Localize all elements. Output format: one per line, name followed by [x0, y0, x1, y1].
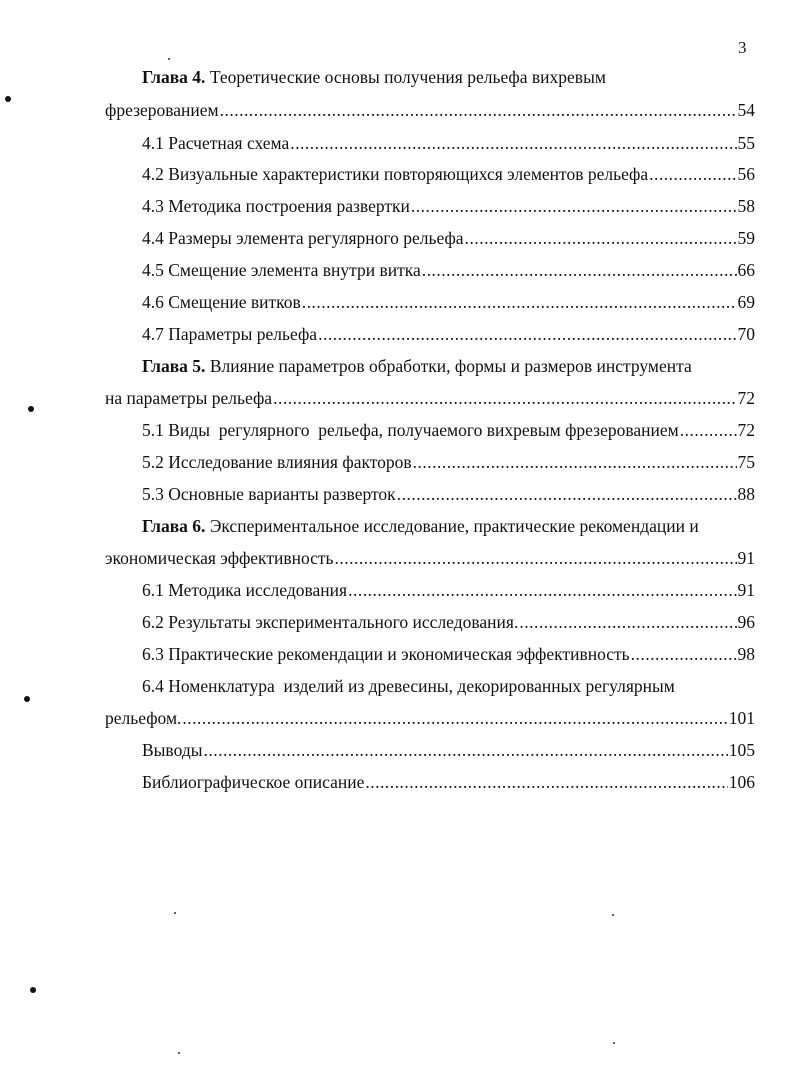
page-ref: 91: [737, 580, 755, 600]
leader-dots: [182, 705, 727, 731]
entry-title: 4.7 Параметры рельефа: [142, 324, 318, 344]
chapter-6-entry[interactable]: [105, 545, 755, 571]
toc-entry-5-2[interactable]: [142, 449, 755, 475]
leader-dots: [203, 737, 727, 763]
page-ref: 54: [737, 100, 755, 120]
chapter-4-label: Глава 4.: [142, 67, 206, 87]
entry-title: 6.3 Практические рекомендации и экономическая эффективность: [142, 644, 630, 664]
page-ref: 96: [737, 612, 755, 632]
page-ref: 75: [737, 452, 755, 472]
toc-entry-6-2[interactable]: [142, 609, 755, 635]
entry-title: 6.1 Методика исследования: [142, 580, 348, 600]
page-ref: 69: [737, 292, 755, 312]
leader-dots: [397, 481, 737, 507]
entry-title: 4.2 Визуальные характеристики повторяющихся элементов рельефа: [142, 164, 649, 184]
toc-entry-6-4-line1: 6.4 Номенклатура изделий из древесины, декорированных регулярным: [142, 676, 675, 696]
binder-hole-mark: [24, 696, 30, 702]
chapter-6-title: Экспериментальное исследование, практические рекомендации и: [205, 516, 699, 536]
toc-entry-4-2[interactable]: [142, 161, 755, 187]
toc-entry-5-1[interactable]: [142, 417, 755, 443]
entry-title-cont: рельефом.: [105, 708, 182, 728]
entry-title: 5.1 Виды регулярного рельефа, получаемого вихревым фрезерованием: [142, 420, 679, 440]
page-ref: 72: [737, 388, 755, 408]
scan-speck: [174, 912, 176, 914]
chapter-5-entry[interactable]: [105, 385, 755, 411]
page-ref: 70: [737, 324, 755, 344]
leader-dots: [422, 257, 737, 283]
toc-entry-conclusions[interactable]: [142, 737, 755, 763]
toc-entry-6-1[interactable]: [142, 577, 755, 603]
leader-dots: [318, 321, 736, 347]
page-ref: 98: [737, 644, 755, 664]
leader-dots: [220, 97, 737, 123]
scan-speck: [612, 914, 614, 916]
entry-title: 4.1 Расчетная схема: [142, 133, 290, 153]
leader-dots: [649, 161, 736, 187]
page-ref: 72: [737, 420, 755, 440]
binder-hole-mark: [5, 96, 11, 102]
leader-dots: [348, 577, 736, 603]
page-ref: 105: [728, 740, 755, 760]
entry-title: 6.2 Результаты экспериментального исследования.: [142, 612, 519, 632]
scan-speck: [613, 1042, 615, 1044]
entry-title: Библиографическое описание: [142, 772, 365, 792]
page-ref: 59: [737, 228, 755, 248]
chapter-5-heading: [142, 353, 692, 379]
page-ref: 91: [737, 548, 755, 568]
chapter-5-label: Глава 5.: [142, 356, 206, 376]
toc-entry-4-3[interactable]: [142, 193, 755, 219]
entry-title: Выводы: [142, 740, 203, 760]
toc-entry-5-3[interactable]: [142, 481, 755, 507]
toc-entry-6-3[interactable]: [142, 641, 755, 667]
page-ref: 55: [737, 133, 755, 153]
entry-title: 4.6 Смещение витков: [142, 292, 301, 312]
page-ref: 88: [737, 484, 755, 504]
toc-entry-4-4[interactable]: [142, 225, 755, 251]
leader-dots: [631, 641, 737, 667]
toc-entry-4-7[interactable]: [142, 321, 755, 347]
leader-dots: [680, 417, 737, 443]
page-ref: 106: [728, 772, 755, 792]
chapter-6-label: Глава 6.: [142, 516, 206, 536]
leader-dots: [465, 225, 737, 251]
leader-dots: [290, 130, 736, 156]
page-number: 3: [738, 38, 747, 57]
leader-dots: [411, 193, 737, 219]
leader-dots: [413, 449, 737, 475]
binder-hole-mark: [28, 406, 34, 412]
entry-title: 5.3 Основные варианты разверток: [142, 484, 396, 504]
leader-dots: [335, 545, 737, 571]
chapter-6-title-cont: экономическая эффективность: [105, 548, 334, 568]
entry-title: 5.2 Исследование влияния факторов: [142, 452, 412, 472]
leader-dots: [519, 609, 736, 635]
page-ref: 56: [737, 164, 755, 184]
chapter-4-heading: [142, 64, 606, 90]
page-ref: 101: [728, 708, 755, 728]
chapter-5-title: Влияние параметров обработки, формы и размеров инструмента: [205, 356, 692, 376]
entry-title: 4.5 Смещение элемента внутри витка: [142, 260, 421, 280]
toc-entry-4-5[interactable]: [142, 257, 755, 283]
toc-entry-4-1[interactable]: [142, 130, 755, 156]
toc-entry-bibliography[interactable]: [142, 769, 755, 795]
toc-entry-6-4[interactable]: [105, 705, 755, 731]
page-ref: 58: [737, 196, 755, 216]
page-ref: 66: [737, 260, 755, 280]
chapter-4-entry[interactable]: [105, 97, 755, 123]
toc-entry-4-6[interactable]: [142, 289, 755, 315]
entry-title: 4.3 Методика построения развертки: [142, 196, 410, 216]
chapter-5-title-cont: на параметры рельефа: [105, 388, 273, 408]
chapter-4-title: Теоретические основы получения рельефа вихревым: [205, 67, 606, 87]
entry-title: 4.4 Размеры элемента регулярного рельефа: [142, 228, 464, 248]
leader-dots: [273, 385, 736, 411]
scan-speck: [178, 1052, 180, 1054]
chapter-4-title-cont: фрезерованием: [105, 100, 219, 120]
leader-dots: [365, 769, 727, 795]
leader-dots: [302, 289, 737, 315]
chapter-6-heading: [142, 513, 699, 539]
binder-hole-mark: [30, 987, 36, 993]
scan-speck: [168, 58, 170, 60]
